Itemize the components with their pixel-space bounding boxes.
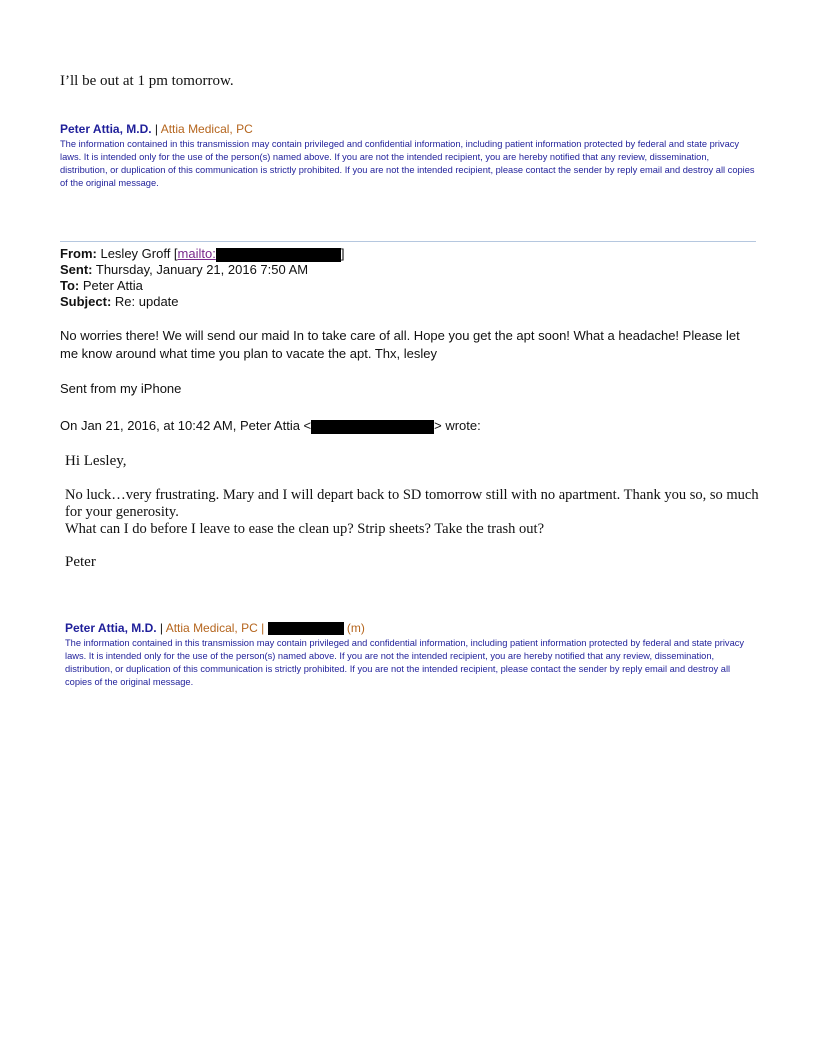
redaction-box — [216, 248, 341, 262]
signature-name: Peter Attia, M.D. — [60, 122, 152, 136]
on-wrote-line — [60, 417, 481, 435]
quoted-paragraph-2: What can I do before I leave to ease the clean up? Strip sheets? Take the trash out? — [65, 521, 545, 537]
from-line — [60, 246, 344, 262]
lesley-message: No worries there! We will send our maid In to take care of all. Hope you get the apt soon! What a headache! Please let me know around what time you plan to vacate the apt. Thx, lesley — [60, 328, 740, 361]
from-close: ] — [340, 246, 345, 261]
signature-company: Attia Medical, PC — [160, 122, 253, 136]
signature-mobile: (m) — [346, 621, 365, 635]
signature-top — [60, 122, 253, 136]
signature-name: Peter Attia, M.D. — [65, 621, 157, 635]
quoted-signoff: Peter — [65, 554, 96, 570]
quoted-paragraph-1: No luck…very frustrating. Mary and I will depart back to SD tomorrow still with no apartment. Thank you so, so much for your generosity. — [65, 487, 759, 520]
from-label: From: — [60, 246, 97, 261]
sent-line — [60, 262, 344, 278]
from-value: Lesley Groff [ — [100, 246, 178, 261]
reply-text: I’ll be out at 1 pm tomorrow. — [60, 73, 234, 89]
confidentiality-disclaimer-top: The information contained in this transmission may contain privileged and confidential information, including patient information protected by federal and state privacy laws. It is intended only for the use of the person(s) named above. If you are not the intended recipient, you are hereby notified that any review, dissemination, distribution, or duplication of this communication is strictly prohibited. If you are not the intended recipient, please contact the sender by reply email and destroy all copies of the original message. — [60, 139, 755, 188]
signature-bottom — [65, 621, 365, 635]
on-wrote-prefix: On Jan 21, 2016, at 10:42 AM, Peter Attia < — [60, 418, 312, 433]
mailto-link[interactable]: mailto: — [177, 246, 216, 261]
sent-value: Thursday, January 21, 2016 7:50 AM — [95, 262, 309, 277]
subject-value: Re: update — [114, 294, 179, 309]
signature-company: Attia Medical, PC | — [165, 621, 265, 635]
message-divider — [60, 241, 756, 242]
on-wrote-suffix: > wrote: — [434, 418, 481, 433]
redaction-box — [268, 622, 344, 635]
email-header — [60, 246, 344, 310]
subject-label: Subject: — [60, 294, 112, 309]
quoted-greeting: Hi Lesley, — [65, 453, 127, 469]
to-label: To: — [60, 278, 80, 293]
to-line — [60, 278, 344, 294]
signature-separator: | — [159, 621, 164, 635]
signature-separator: | — [154, 122, 159, 136]
subject-line — [60, 294, 344, 310]
sent-from-line: Sent from my iPhone — [60, 381, 182, 396]
to-value: Peter Attia — [82, 278, 143, 293]
sent-label: Sent: — [60, 262, 93, 277]
redaction-box — [311, 420, 434, 434]
confidentiality-disclaimer-bottom: The information contained in this transmission may contain privileged and confidential information, including patient information protected by federal and state privacy laws. It is intended only for the use of the person(s) named above. If you are not the intended recipient, you are hereby notified that any review, dissemination, distribution, or duplication of this communication is strictly prohibited. If you are not the intended recipient, please contact the sender by reply email and destroy all copies of the original message. — [65, 638, 745, 687]
